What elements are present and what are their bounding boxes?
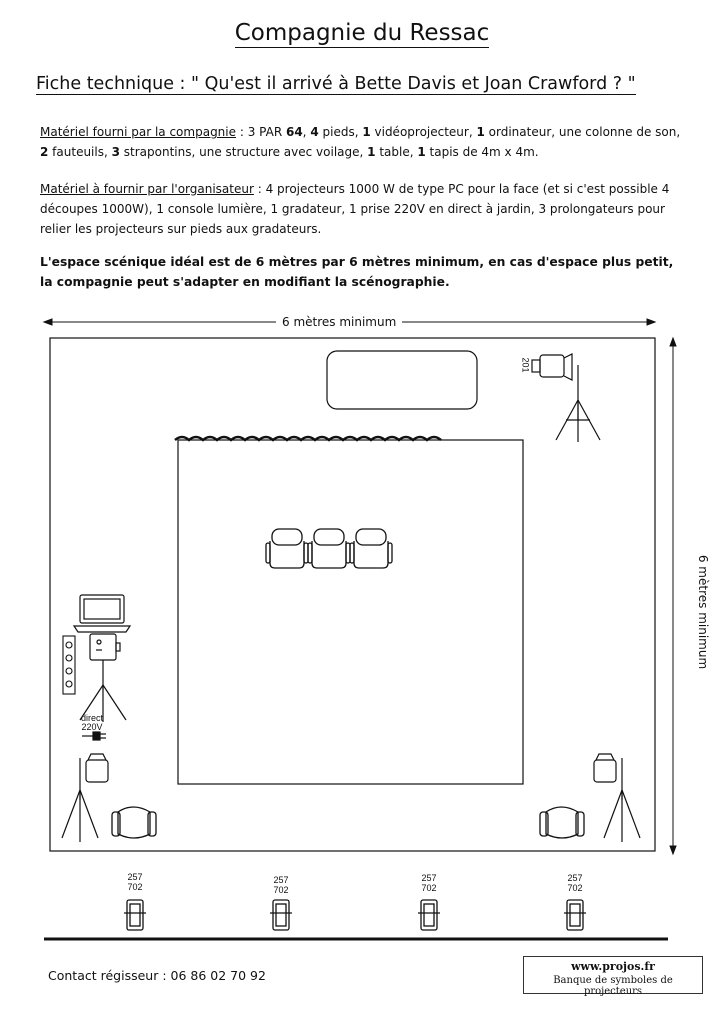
mc-text: , [302, 125, 311, 139]
dimension-vertical-label: 6 mètres minimum [696, 549, 710, 675]
front-light-icon [418, 900, 440, 930]
stage-outline [50, 338, 655, 851]
materiel-compagnie-label: Matériel fourni par la compagnie [40, 125, 237, 139]
front-light-label-4a: 257 [567, 873, 583, 883]
mc-bold: 1 [367, 145, 376, 159]
v220-label: 220V [81, 722, 103, 732]
speaker-column-icon [63, 636, 75, 694]
front-light-label-1a: 257 [127, 872, 143, 882]
plug-icon [82, 732, 106, 740]
spotlight-tripod-bottom-right-icon [594, 754, 640, 842]
subtitle-text: Fiche technique : " Qu'est il arrivé à Bette Davis et Joan Crawford ? " [36, 74, 636, 94]
front-light-label-1b: 702 [127, 882, 143, 892]
strapontin-icon [266, 529, 308, 568]
credit-site: www.projos.fr [571, 960, 655, 973]
materiel-organisateur-label: Matériel à fournir par l'organisateur [40, 182, 254, 196]
credit-box [523, 956, 703, 997]
mc-bold: 1 [476, 125, 485, 139]
mc-bold: 1 [362, 125, 371, 139]
dimension-horizontal-label: 6 mètres minimum [276, 315, 402, 329]
spot-label-top: 201 [520, 357, 531, 373]
mc-text: table, [375, 145, 418, 159]
videoprojector-tripod-icon [80, 634, 126, 722]
armchair-icon [540, 807, 584, 838]
mc-text: pieds, [318, 125, 363, 139]
front-light-icon [564, 900, 586, 930]
front-light-label-3b: 702 [421, 883, 437, 893]
front-light-icon [124, 900, 146, 930]
espace-scenique: L'espace scénique idéal est de 6 mètres par 6 mètres minimum, en cas d'espace plus petit, la compagnie peut s'adapter en modifiant la scénographie. [40, 255, 674, 289]
mc-text: vidéoprojecteur, [370, 125, 477, 139]
armchair-icon [112, 807, 156, 838]
contact-regisseur: Contact régisseur : 06 86 02 70 92 [48, 968, 266, 983]
mc-text: : 3 PAR [236, 125, 286, 139]
front-light-label-4b: 702 [567, 883, 583, 893]
front-light-label-2a: 257 [273, 875, 289, 885]
mc-bold: 1 [417, 145, 426, 159]
mc-text: ordinateur, une colonne de son, [484, 125, 681, 139]
mc-bold: 4 [310, 125, 319, 139]
spotlight-tripod-top-right-icon [532, 354, 600, 442]
dimension-arrow-vertical [670, 338, 676, 854]
spotlight-tripod-bottom-left-icon [62, 754, 108, 842]
credit-text: Banque de symboles de projecteurs [553, 975, 673, 997]
carpet-square [178, 440, 523, 784]
mc-text: strapontins, une structure avec voilage, [119, 145, 368, 159]
front-light-icon [270, 900, 292, 930]
page-title-text: Compagnie du Ressac [234, 20, 490, 46]
mc-text: fauteuils, [48, 145, 112, 159]
strapontin-icon [308, 529, 350, 568]
screen-rectangle [327, 351, 477, 409]
materiel-organisateur-text: : 4 projecteurs 1000 W de type PC pour la face (et si c'est possible 4 découpes 1000W), 1 console lumière, 1 gradateur, 1 prise 220V en direct à jardin, 3 prolongateurs pour relier les projecteurs sur pieds aux gradateurs. [40, 182, 670, 236]
strapontin-icon [350, 529, 392, 568]
laptop-icon [74, 595, 130, 632]
mc-bold: 64 [285, 125, 303, 139]
mc-bold: 3 [111, 145, 120, 159]
mc-bold: 2 [40, 145, 49, 159]
front-light-label-3a: 257 [421, 873, 437, 883]
front-light-label-2b: 702 [273, 885, 289, 895]
direct-label: direct [80, 713, 103, 723]
mc-text: tapis de 4m x 4m. [425, 145, 539, 159]
